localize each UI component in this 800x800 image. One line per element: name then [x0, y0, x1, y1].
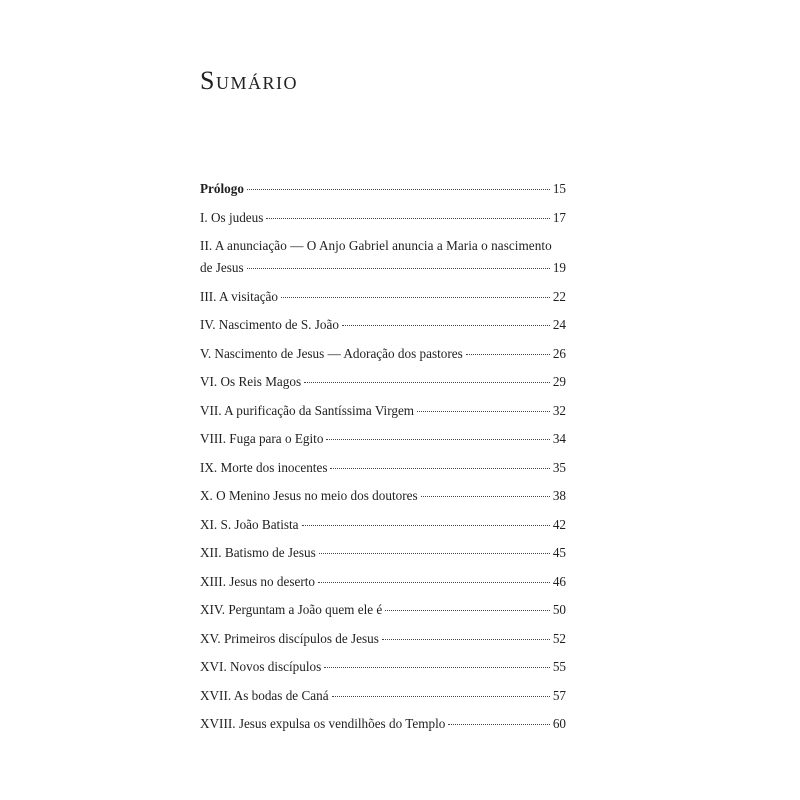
toc-entry-label: XI. S. João Batista — [200, 516, 299, 532]
toc-entry-3 — [200, 286, 566, 308]
toc-entry-page: 52 — [552, 630, 566, 646]
toc-entry-page: 60 — [552, 716, 566, 731]
dot-leader — [417, 411, 550, 412]
toc-entry-prologo — [200, 178, 566, 200]
toc-entry-12 — [200, 542, 566, 564]
dot-leader — [281, 297, 550, 298]
dot-leader — [330, 468, 549, 469]
toc-entry-label: Prólogo — [200, 181, 244, 196]
toc-entry-14 — [200, 599, 566, 621]
toc-entry-label: I. Os judeus — [200, 209, 264, 225]
toc-entry-label-line2: de Jesus — [200, 260, 244, 275]
dot-leader — [448, 724, 549, 725]
dot-leader — [382, 639, 550, 640]
toc-entry-label: X. O Menino Jesus no meio dos doutores — [200, 488, 418, 503]
toc-entry-label: XIV. Perguntam a João quem ele é — [200, 602, 383, 617]
dot-leader — [318, 582, 550, 583]
toc-entry-page: 24 — [552, 317, 566, 332]
dot-leader — [302, 525, 550, 526]
toc-entry-label: XV. Primeiros discípulos de Jesus — [200, 630, 379, 646]
toc-entry-11 — [200, 514, 566, 536]
toc-entry-label: VIII. Fuga para o Egito — [200, 431, 324, 446]
toc-entry-label: XIII. Jesus no deserto — [200, 573, 315, 589]
toc-entry-label: VI. Os Reis Magos — [200, 374, 302, 389]
toc-entry-page: 45 — [552, 545, 566, 560]
toc-entry-4 — [200, 314, 566, 336]
toc-entry-page: 22 — [552, 288, 566, 304]
toc-entry-line2 — [200, 257, 566, 279]
dot-leader — [247, 268, 550, 269]
table-of-contents — [200, 178, 566, 735]
dot-leader — [332, 696, 550, 697]
dot-leader — [466, 354, 550, 355]
toc-entry-1 — [200, 207, 566, 229]
toc-entry-label-line1: II. A anunciação — O Anjo Gabriel anuncia a Maria o nascimento — [200, 238, 552, 253]
dot-leader — [247, 189, 550, 190]
dot-leader — [385, 610, 550, 611]
toc-entry-label: XII. Batismo de Jesus — [200, 545, 316, 560]
toc-entry-page: 35 — [552, 459, 566, 475]
dot-leader — [319, 553, 550, 554]
toc-entry-2 — [200, 235, 566, 279]
dot-leader — [324, 667, 550, 668]
toc-entry-label: XVI. Novos discípulos — [200, 659, 322, 674]
toc-entry-page: 57 — [552, 687, 566, 703]
toc-entry-6 — [200, 371, 566, 393]
toc-entry-page: 38 — [552, 488, 566, 503]
dot-leader — [342, 325, 550, 326]
toc-entry-page: 46 — [552, 573, 566, 589]
toc-entry-7 — [200, 400, 566, 422]
dot-leader — [266, 218, 549, 219]
toc-entry-17 — [200, 685, 566, 707]
toc-entry-16 — [200, 656, 566, 678]
toc-entry-page: 34 — [552, 431, 566, 446]
toc-entry-page: 32 — [552, 402, 566, 418]
toc-entry-page: 55 — [552, 659, 566, 674]
toc-entry-5 — [200, 343, 566, 365]
toc-entry-label: IX. Morte dos inocentes — [200, 459, 328, 475]
toc-entry-label: XVIII. Jesus expulsa os vendilhões do Templo — [200, 716, 446, 731]
toc-entry-label: IV. Nascimento de S. João — [200, 317, 339, 332]
toc-entry-page: 19 — [552, 260, 566, 275]
page-title: Sumário — [200, 66, 298, 95]
toc-entry-page: 17 — [552, 209, 566, 225]
toc-entry-label: XVII. As bodas de Caná — [200, 687, 329, 703]
toc-entry-18 — [200, 713, 566, 735]
toc-entry-label: VII. A purificação da Santíssima Virgem — [200, 402, 415, 418]
toc-entry-page: 26 — [552, 345, 566, 361]
dot-leader — [304, 382, 550, 383]
toc-entry-page: 15 — [552, 181, 566, 196]
toc-entry-13 — [200, 571, 566, 593]
toc-entry-9 — [200, 457, 566, 479]
dot-leader — [326, 439, 549, 440]
toc-entry-label: V. Nascimento de Jesus — Adoração dos pastores — [200, 345, 463, 361]
toc-entry-page: 29 — [552, 374, 566, 389]
toc-entry-8 — [200, 428, 566, 450]
dot-leader — [421, 496, 550, 497]
toc-entry-page: 42 — [552, 516, 566, 532]
toc-entry-15 — [200, 628, 566, 650]
toc-entry-label: III. A visitação — [200, 288, 279, 304]
toc-entry-page: 50 — [552, 602, 566, 617]
toc-entry-10 — [200, 485, 566, 507]
